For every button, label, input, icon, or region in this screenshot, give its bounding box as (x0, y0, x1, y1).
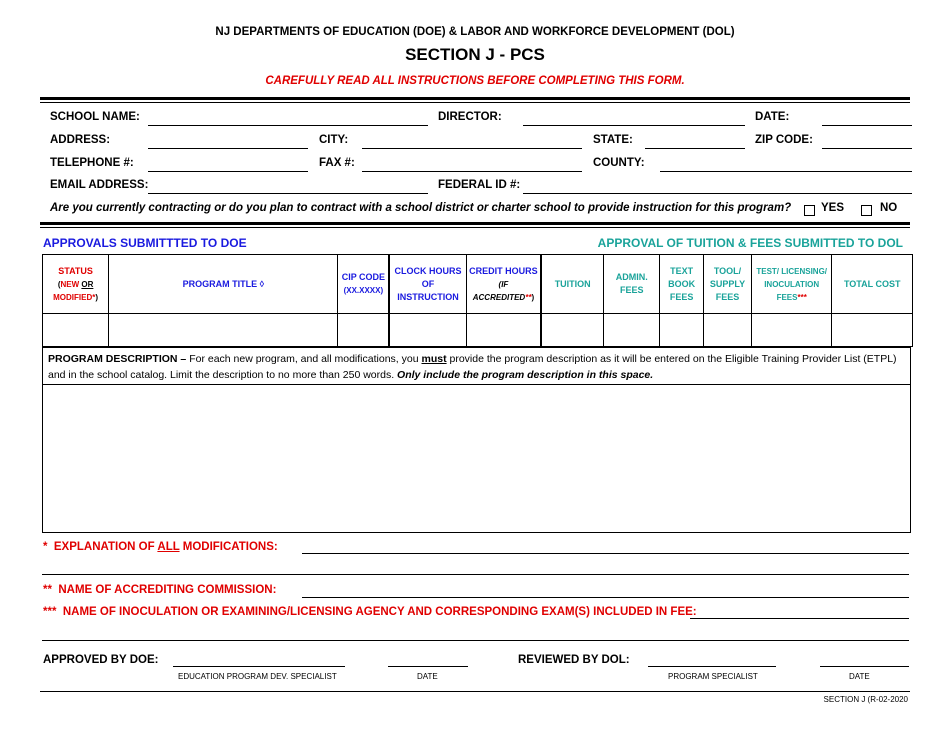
federal-id-field[interactable] (523, 193, 912, 194)
county-label: COUNTY: (593, 157, 645, 169)
fax-label: FAX #: (319, 157, 355, 169)
inoculation-label (43, 606, 697, 618)
yes-checkbox[interactable] (804, 205, 815, 216)
description-must: must (421, 353, 447, 365)
credit-hours-label: CREDIT HOURS (469, 265, 538, 276)
doe-section-header: APPROVALS SUBMITTTED TO DOE (43, 236, 247, 250)
email-field[interactable] (148, 193, 428, 194)
mod-post: MODIFICATIONS: (182, 541, 278, 553)
modifications-field[interactable] (302, 553, 909, 554)
status-cell[interactable] (43, 314, 109, 347)
program-title-cell[interactable] (109, 314, 338, 347)
credit-note: (IF ACCREDITED (472, 279, 526, 302)
fax-field[interactable] (362, 171, 582, 172)
tuition-cell[interactable] (541, 314, 604, 347)
total-cost-cell[interactable] (832, 314, 913, 347)
reviewed-by-dol-label: REVIEWED BY DOL: (518, 654, 630, 666)
clock-hours-cell[interactable] (389, 314, 466, 347)
cip-format: (XX.XXXX) (343, 286, 384, 295)
no-label: NO (880, 202, 898, 214)
approved-by-doe-label: APPROVED BY DOE: (43, 654, 159, 666)
status-star: * (92, 292, 96, 302)
cip-code-cell[interactable] (338, 314, 389, 347)
date-field[interactable] (822, 125, 912, 126)
status-header: STATUS (NEW OR MODIFIED*) (43, 255, 109, 314)
tool-supply-header: TOOL/ SUPPLY FEES (704, 255, 752, 314)
footer-rule (40, 691, 910, 692)
dol-section-header: APPROVAL OF TUITION & FEES SUBMITTED TO DOL (597, 236, 903, 250)
program-description-input[interactable] (44, 386, 909, 531)
inoc-star: *** (43, 606, 57, 618)
telephone-field[interactable] (148, 171, 308, 172)
accrediting-field[interactable] (302, 597, 909, 598)
description-separator (42, 384, 911, 385)
dol-date-caption: DATE (849, 672, 870, 681)
description-text1: For each new program, and all modifications, you (189, 353, 419, 365)
mid-rule (40, 222, 910, 225)
test-fees-stars: *** (797, 292, 807, 302)
admin-fees-header: ADMIN. FEES (604, 255, 660, 314)
director-field[interactable] (523, 125, 745, 126)
test-fees-header (751, 255, 831, 314)
description-label: PROGRAM DESCRIPTION – (48, 353, 187, 365)
state-label: STATE: (593, 134, 633, 146)
accred-text: NAME OF ACCREDITING COMMISSION: (58, 584, 277, 596)
agency-header: NJ DEPARTMENTS OF EDUCATION (DOE) & LABOR AND WORKFORCE DEVELOPMENT (DOL) (215, 26, 735, 38)
description-text2: provide the program description as it will be entered on the Eligible Training Provider List (ETPL) and in the school catalog. Limit the description to no more than 250 words. (48, 353, 897, 381)
inoc-text: NAME OF INOCULATION OR EXAMINING/LICENSING AGENCY AND CORRESPONDING EXAM(S) INCLUDED IN FEE: (62, 606, 697, 618)
tuition-header: TUITION (541, 255, 604, 314)
no-checkbox[interactable] (861, 205, 872, 216)
text-book-header: TEXT BOOK FEES (660, 255, 704, 314)
email-label: EMAIL ADDRESS: (50, 179, 149, 191)
table-header-row (43, 255, 913, 314)
description-emphasis: Only include the program description in this space. (397, 369, 654, 381)
status-or: OR (81, 279, 94, 289)
city-label: CITY: (319, 134, 349, 146)
instruction-banner: CAREFULLY READ ALL INSTRUCTIONS BEFORE COMPLETING THIS FORM. (265, 75, 685, 87)
school-name-field[interactable] (148, 125, 428, 126)
top-rule (40, 97, 910, 100)
mod-pre: EXPLANATION OF (53, 541, 155, 553)
admin-fees-cell[interactable] (604, 314, 660, 347)
city-field[interactable] (362, 148, 582, 149)
status-title: STATUS (58, 265, 93, 276)
tool-supply-cell[interactable] (704, 314, 752, 347)
address-label: ADDRESS: (50, 134, 111, 146)
status-close: ) (95, 292, 99, 302)
cip-code-header (338, 255, 389, 314)
mid-rule-thin (40, 227, 910, 228)
test-fees-label: TEST/ LICENSING/ INOCULATION FEES (756, 266, 828, 302)
doe-specialist-caption: EDUCATION PROGRAM DEV. SPECIALIST (178, 672, 337, 681)
dol-date-field[interactable] (820, 666, 909, 667)
county-field[interactable] (660, 171, 912, 172)
mod-star: * (43, 541, 48, 553)
dol-specialist-caption: PROGRAM SPECIALIST (668, 672, 758, 681)
credit-hours-header: CREDIT HOURS (IF ACCREDITED**) (466, 255, 541, 314)
dol-signature-field[interactable] (648, 666, 776, 667)
doe-signature-field[interactable] (173, 666, 345, 667)
modifications-label (43, 541, 278, 553)
status-new: NEW (60, 279, 80, 289)
doe-date-caption: DATE (417, 672, 438, 681)
accrediting-label (43, 584, 276, 596)
total-cost-header: TOTAL COST (832, 255, 913, 314)
page-title: SECTION J - PCS (405, 45, 545, 64)
zip-field[interactable] (822, 148, 912, 149)
school-name-label: SCHOOL NAME: (50, 111, 140, 123)
federal-id-label: FEDERAL ID #: (438, 179, 521, 191)
accred-star: ** (43, 584, 52, 596)
zip-label: ZIP CODE: (755, 134, 813, 146)
test-fees-cell[interactable] (751, 314, 831, 347)
contract-question: Are you currently contracting or do you plan to contract with a school district or charter school to provide instruction for this program? (50, 202, 792, 214)
date-label: DATE: (755, 111, 790, 123)
credit-hours-cell[interactable] (466, 314, 541, 347)
cip-code-label: CIP CODE (341, 272, 386, 282)
inoculation-field[interactable] (690, 618, 909, 619)
credit-stars: ** (525, 292, 532, 302)
program-title-header: PROGRAM TITLE ◊ (109, 255, 338, 314)
doe-date-field[interactable] (388, 666, 468, 667)
table-row (43, 314, 913, 347)
clock-hours-header: CLOCK HOURS OF INSTRUCTION (389, 255, 466, 314)
status-modified: MODIFIED (53, 292, 93, 302)
director-label: DIRECTOR: (438, 111, 502, 123)
top-rule-thin (40, 102, 910, 103)
text-book-cell[interactable] (660, 314, 704, 347)
state-field[interactable] (645, 148, 745, 149)
program-table (42, 254, 913, 347)
inoculation-field-2[interactable] (42, 640, 909, 641)
address-field[interactable] (148, 148, 308, 149)
program-description-instructions (48, 351, 910, 383)
yes-label: YES (821, 202, 845, 214)
modifications-field-2[interactable] (42, 574, 909, 575)
telephone-label: TELEPHONE #: (50, 157, 134, 169)
mod-all: ALL (157, 541, 180, 553)
footer-revision: SECTION J (R-02-2020 (823, 695, 908, 704)
